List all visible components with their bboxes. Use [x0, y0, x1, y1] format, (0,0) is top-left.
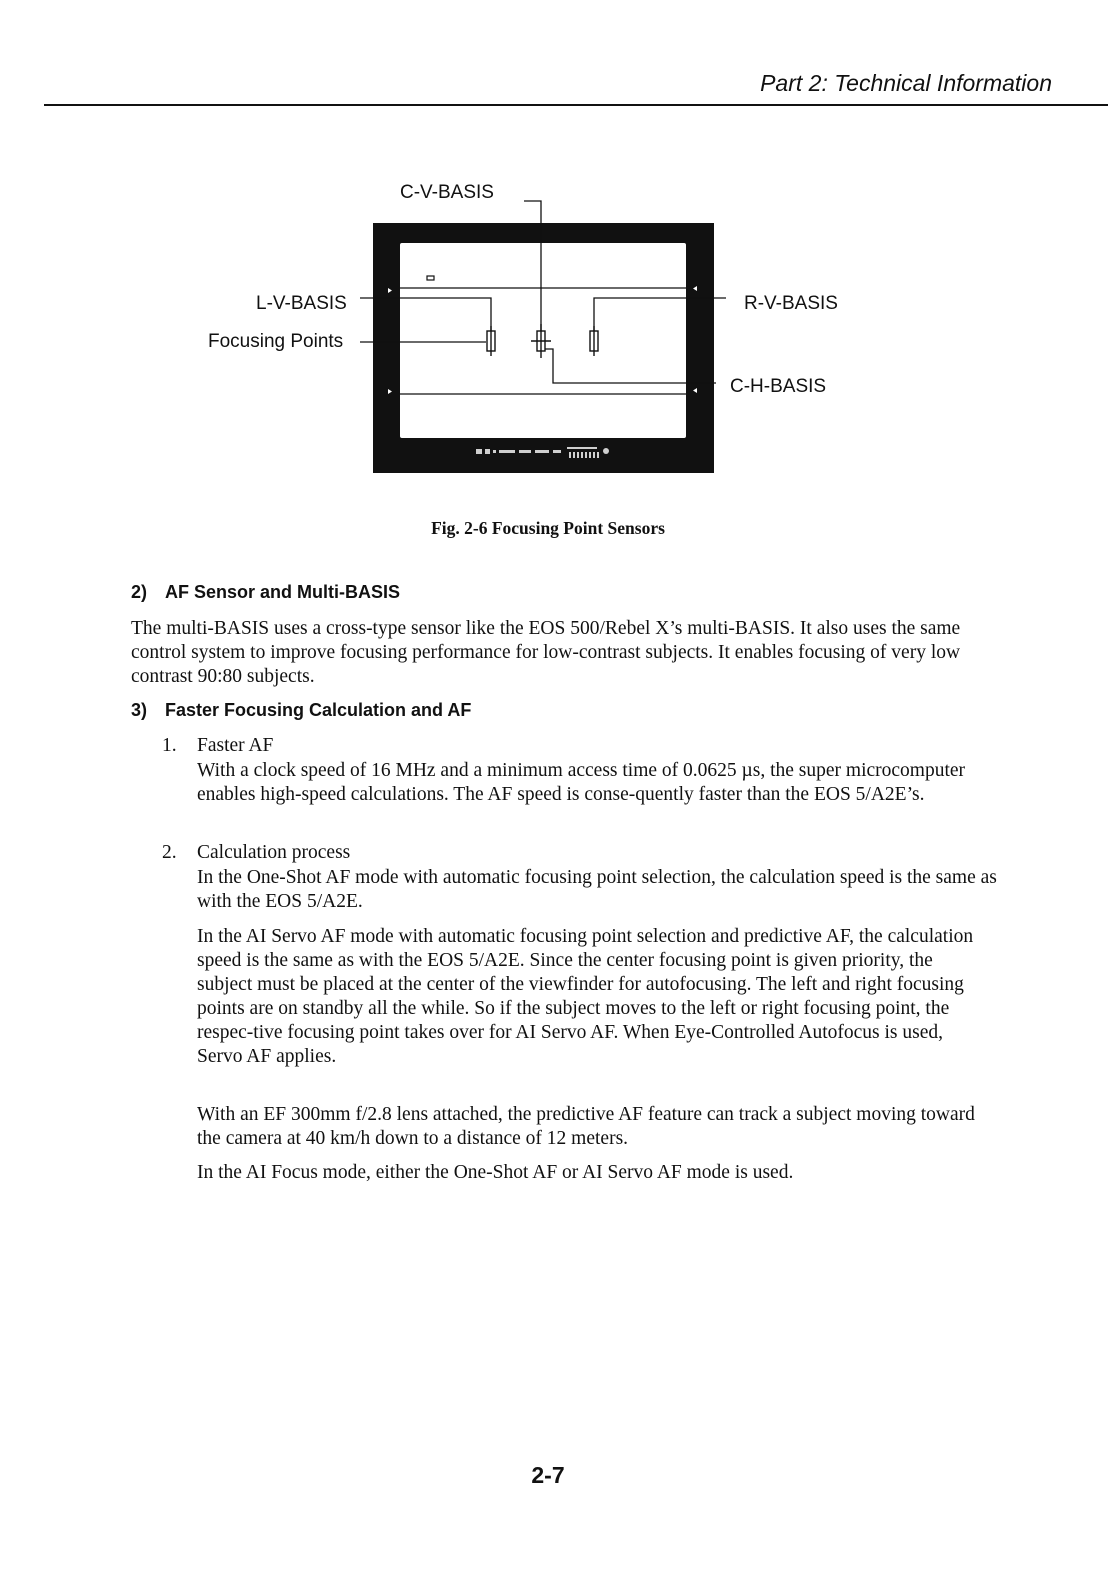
l-v-basis-label: L-V-BASIS: [256, 293, 347, 314]
section-number: 3): [131, 700, 148, 720]
list-item-number: 2.: [162, 842, 177, 863]
list-item-title: Faster AF: [197, 735, 274, 756]
focusing-point-diagram: [0, 0, 1116, 500]
section-title: AF Sensor and Multi-BASIS: [165, 582, 401, 602]
paragraph: In the One-Shot AF mode with automatic focusing point selection, the calculation speed is the same as with the EOS 5/A2E.: [197, 867, 997, 912]
paragraph: In the AI Servo AF mode with automatic focusing point selection and predictive AF, the calculation speed is the same as with the EOS 5/A2E. Since the center focusing point is given priority, the subject must be placed at the center of the viewfinder for autofocusing. The left and right focusing points are on standby all the while. So if the subject moves to the left or right focusing point, the respec-tive focusing point takes over for AI Servo AF. When Eye-Controlled Autofocus is used, Servo AF applies.: [197, 926, 974, 1067]
r-v-basis-label: R-V-BASIS: [744, 293, 838, 314]
section-heading-faster-focusing: [131, 700, 471, 721]
paragraph: With an EF 300mm f/2.8 lens attached, the predictive AF feature can track a subject moving toward the camera at 40 km/h down to a distance of 12 meters.: [197, 1104, 975, 1149]
focusing-points-label: Focusing Points: [208, 331, 344, 352]
c-h-basis-label: C-H-BASIS: [730, 376, 827, 397]
list-item-number: 1.: [162, 735, 177, 756]
c-v-basis-label: C-V-BASIS: [400, 182, 494, 203]
section-heading-af-sensor: [131, 582, 400, 603]
section-number: 2): [131, 582, 148, 602]
page-header-title: Part 2: Technical Information: [760, 70, 1052, 96]
paragraph: The multi-BASIS uses a cross-type sensor like the EOS 500/Rebel X’s multi-BASIS. It also uses the same control system to improve focusing performance for low-contrast subjects. It enables focusing of very low contrast 90:80 subjects.: [131, 618, 961, 687]
right-focusing-point: [590, 326, 598, 356]
figure-caption: Fig. 2-6 Focusing Point Sensors: [431, 518, 665, 538]
paragraph: With a clock speed of 16 MHz and a minimum access time of 0.0625 µs, the super microcomputer enables high-speed calculations. The AF speed is conse-quently faster than the EOS 5/A2E’s.: [197, 760, 966, 805]
section-title: Faster Focusing Calculation and AF: [165, 700, 472, 720]
left-focusing-point: [487, 326, 495, 356]
list-item-title: Calculation process: [197, 842, 351, 863]
paragraph: In the AI Focus mode, either the One-Shot AF or AI Servo AF mode is used.: [197, 1162, 794, 1183]
page-number: 2-7: [531, 1462, 565, 1488]
